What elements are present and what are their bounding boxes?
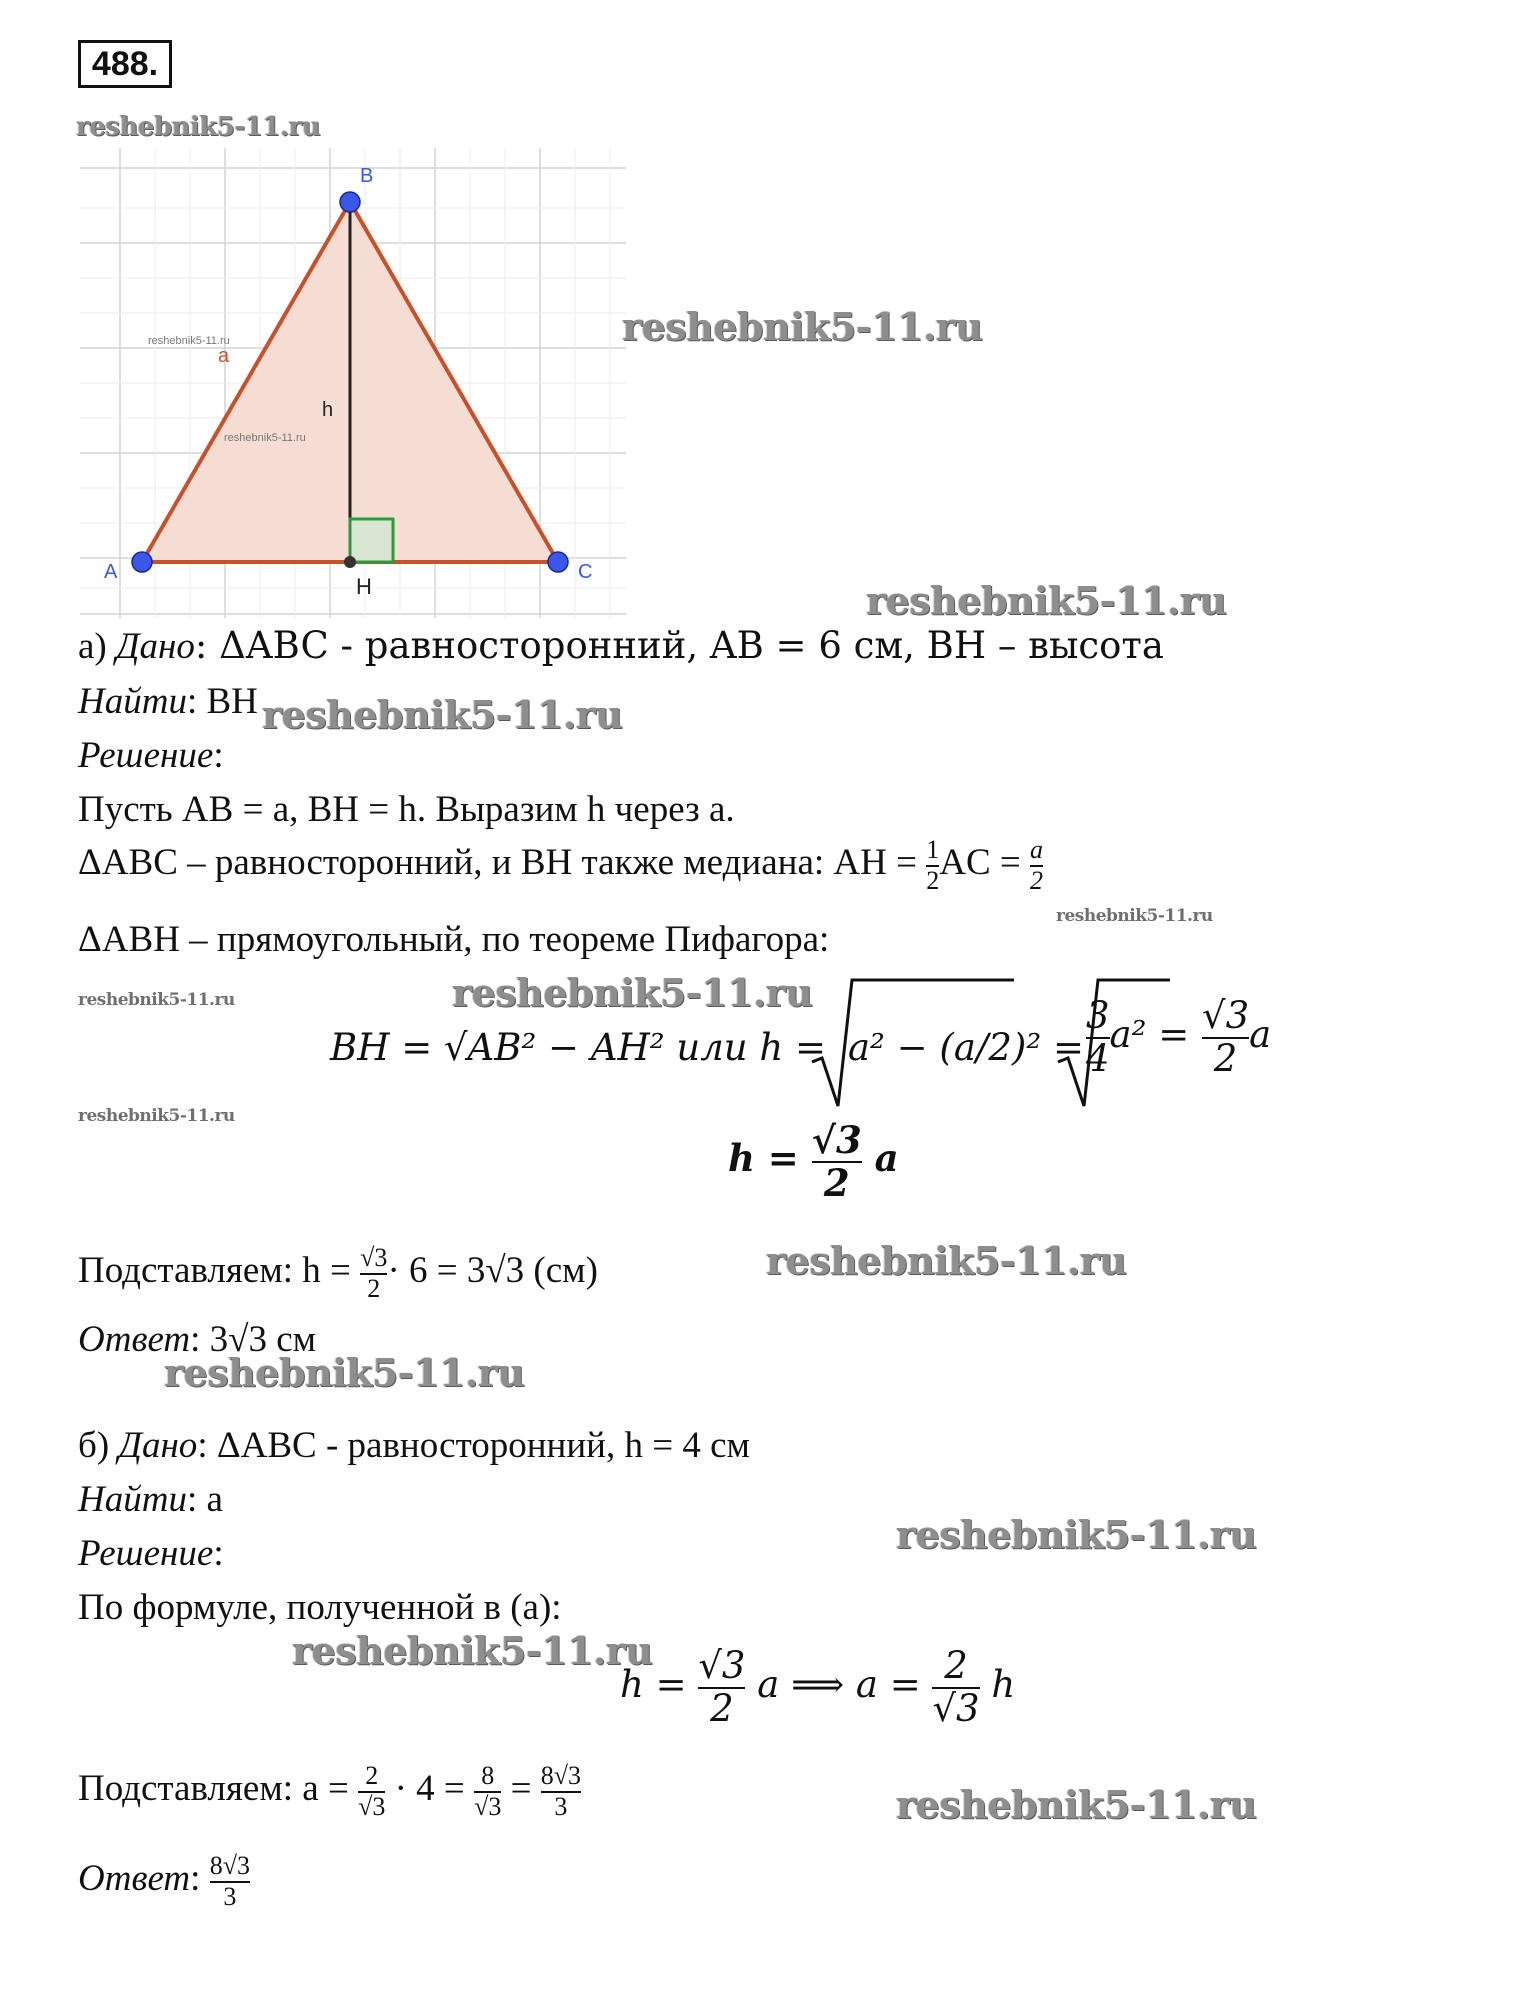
- part-b-formula: h = $\frac{√3}{2}$ a ⟹ a = $\frac{2}{√3}$ h: [620, 1644, 1016, 1730]
- part-a-find: Найти: BH: [78, 681, 258, 722]
- watermark: reshebnik5-11.ru: [78, 1106, 235, 1126]
- label-height-h: h: [322, 399, 334, 421]
- part-a-solution-label: Решение:: [78, 735, 224, 776]
- part-b-given: б) Дано: ΔABC - равносторонний, h = 4 см: [78, 1425, 750, 1466]
- part-a-line3: ΔABH – прямоугольный, по теореме Пифагора:: [78, 919, 830, 960]
- watermark: reshebnik5-11.ru: [292, 1628, 653, 1673]
- label-h: H: [356, 574, 372, 599]
- fraction: $\frac{a}{2}$: [1029, 835, 1043, 895]
- watermark: reshebnik5-11.ru: [452, 970, 813, 1015]
- watermark: reshebnik5-11.ru: [78, 990, 235, 1010]
- given-label: Дано: [116, 626, 195, 667]
- part-b-answer: Ответ: $\frac{8√3}{3}$: [78, 1851, 250, 1911]
- watermark: reshebnik5-11.ru: [766, 1238, 1127, 1283]
- label-c: C: [578, 561, 593, 583]
- watermark: reshebnik5-11.ru: [164, 1350, 525, 1395]
- watermark: reshebnik5-11.ru: [224, 432, 306, 444]
- part-b-line1: По формуле, полученной в (а):: [78, 1587, 562, 1628]
- part-a-line2: ΔABC – равносторонний, и BH также медиана: AH = $\frac{1}{2}$ AC = $\frac{a}{2}$: [78, 835, 1043, 895]
- point-c: [548, 552, 568, 572]
- part-a-answer: Ответ: 3√3 см: [78, 1319, 317, 1360]
- label-a: A: [104, 561, 118, 583]
- watermark: reshebnik5-11.ru: [262, 692, 623, 737]
- fraction: $\frac{1}{2}$: [926, 835, 940, 895]
- point-b: [340, 192, 360, 212]
- part-a-substitution: Подставляем: h = $\frac{√3}{2}$ · 6 = 3√3 (см): [78, 1243, 598, 1303]
- label-side-a: a: [218, 345, 230, 367]
- watermark: reshebnik5-11.ru: [896, 1512, 1257, 1557]
- watermark: reshebnik5-11.ru: [622, 304, 983, 349]
- part-b-solution-label: Решение:: [78, 1533, 224, 1574]
- formula-result: $\frac{√3}{2}$ a: [1202, 994, 1272, 1080]
- watermark: reshebnik5-11.ru: [148, 335, 230, 347]
- part-a-line1: Пусть AB = a, BH = h. Выразим h через a.: [78, 789, 735, 830]
- point-h: [344, 556, 356, 568]
- right-angle-marker: [350, 519, 393, 562]
- triangle-figure: [80, 148, 626, 618]
- formula-pythagoras: BH = √AB² − AH² или h =: [330, 1026, 826, 1069]
- formula-sqrt-fraction: $\frac{3}{4}$ a² =: [1086, 994, 1190, 1080]
- watermark: reshebnik5-11.ru: [1056, 906, 1213, 926]
- formula-inner-1: a² − (a/2)² =: [848, 1026, 1084, 1069]
- watermark: reshebnik5-11.ru: [866, 578, 1227, 623]
- problem-number: 488.: [78, 40, 172, 88]
- part-b-find: Найти: a: [78, 1479, 223, 1520]
- result-formula-h: h = $\frac{√3}{2}$ a: [728, 1118, 899, 1205]
- point-a: [132, 552, 152, 572]
- find-label: Найти: [78, 681, 187, 722]
- part-b-substitution: Подставляем: a = $\frac{2}{√3}$ · 4 = $\frac{8}{√3}$ = $\frac{8√3}{3}$: [78, 1761, 581, 1821]
- watermark: reshebnik5-11.ru: [76, 112, 321, 142]
- watermark: reshebnik5-11.ru: [896, 1782, 1257, 1827]
- part-a-given: а) Дано: ΔABC - равносторонний, AB = 6 см, BH – высота: [78, 624, 1164, 667]
- label-b: B: [360, 165, 374, 187]
